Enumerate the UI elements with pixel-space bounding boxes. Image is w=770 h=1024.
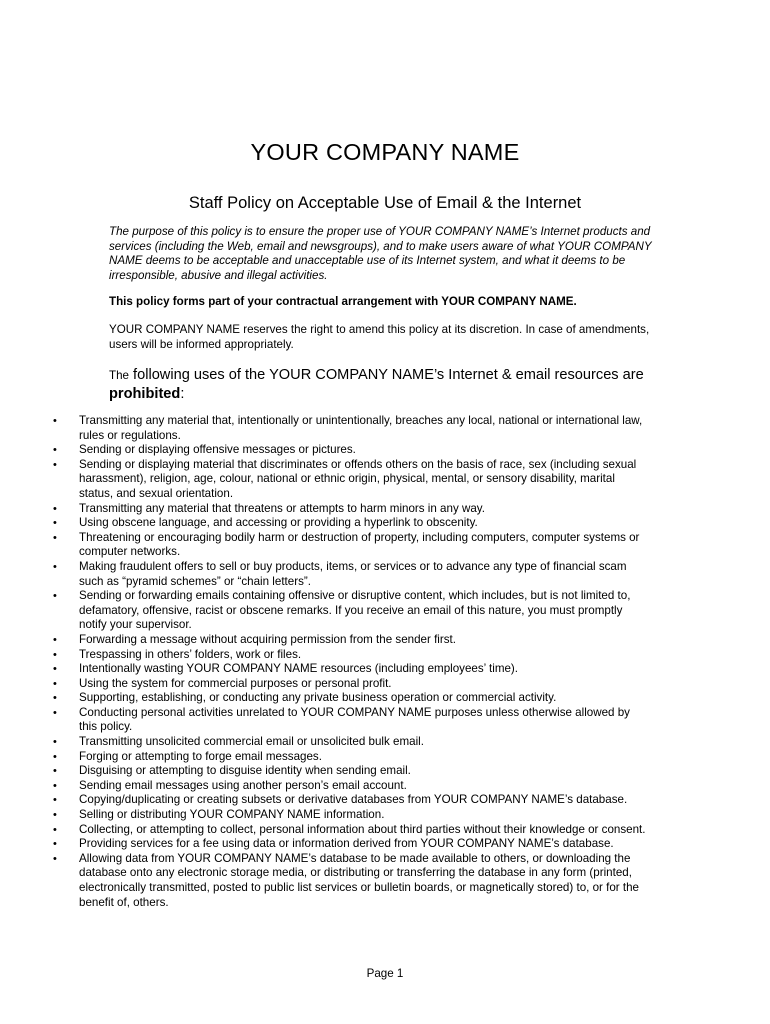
list-item-text: Allowing data from YOUR COMPANY NAME’s database to be made available to others, or downloading the database onto any electronic storage media, or distributing or transferring the database in any form (printed, electronically transmitted, posted to public list services or bulletin boards, or magnetically stored) to, or for the benefit of, others. [79,851,639,909]
heading-tail: : [180,386,185,402]
bullet-icon: • [53,502,57,515]
list-item [0,531,650,560]
heading-lead: The [109,369,129,382]
list-item-text: Threatening or encouraging bodily harm or destruction of property, including computers, computer systems or computer networks. [79,530,640,559]
list-item-text: Selling or distributing YOUR COMPANY NAME information. [79,808,385,822]
list-item [0,589,650,633]
list-item [0,677,650,692]
list-item [0,516,650,531]
company-name-title: YOUR COMPANY NAME [250,139,520,165]
list-item-text: Collecting, or attempting to collect, personal information about third parties without their knowledge or consent. [79,822,646,836]
list-item [0,502,650,517]
list-item [0,648,650,663]
bullet-icon: • [53,415,57,427]
list-item-text: Transmitting any material that, intentionally or unintentionally, breaches any local, national or international law, rules or regulations. [79,414,643,442]
list-item-text: Providing services for a fee using data or information derived from YOUR COMPANY NAME’s database. [79,837,614,851]
list-item [0,706,650,735]
bullet-icon: • [53,838,57,851]
list-item [0,560,650,589]
list-item [0,823,650,838]
bullet-icon: • [53,765,57,778]
list-item [0,662,650,677]
list-item-text: Sending email messages using another person’s email account. [79,778,407,792]
bullet-icon: • [53,852,57,865]
list-item [0,691,650,706]
list-item-text: Intentionally wasting YOUR COMPANY NAME resources (including employees’ time). [79,662,519,676]
list-item-text: Forging or attempting to forge email messages. [79,749,322,763]
prohibited-uses-list [0,414,770,910]
bullet-icon: • [53,458,57,471]
bullet-icon: • [53,560,57,573]
list-item [0,633,650,648]
list-item [0,764,650,779]
list-item-text: Using the system for commercial purposes or personal profit. [79,676,392,690]
bullet-icon: • [53,692,57,705]
list-item-text: Transmitting unsolicited commercial email or unsolicited bulk email. [79,735,424,749]
policy-title: Staff Policy on Acceptable Use of Email & the Internet [188,194,582,212]
list-item-text: Sending or displaying material that discriminates or offends others on the basis of race, sex (including sexual harassment), religion, age, colour, national or ethnic origin, physical, mental, or sensory disability, marital status, and sexual orientation. [79,457,637,500]
list-item [0,852,650,910]
contract-statement: This policy forms part of your contractual arrangement with YOUR COMPANY NAME. [109,295,577,308]
prohibited-uses-heading [109,366,689,403]
page-number: Page 1 [366,967,404,980]
list-item-text: Using obscene language, and accessing or providing a hyperlink to obscenity. [79,516,478,530]
list-item [0,793,650,808]
bullet-icon: • [53,590,57,603]
bullet-icon: • [53,677,57,690]
heading-emphasis: prohibited [109,386,181,402]
bullet-icon: • [53,531,57,544]
list-item [0,779,650,794]
bullet-icon: • [53,736,57,749]
list-item [0,735,650,750]
bullet-icon: • [53,633,57,646]
list-item [0,750,650,765]
bullet-icon: • [53,706,57,719]
heading-middle: following uses of the YOUR COMPANY NAME’s Internet & email resources are [128,367,644,383]
list-item [0,458,650,502]
list-item-text: Copying/duplicating or creating subsets or derivative databases from YOUR COMPANY NAME’s database. [79,793,628,807]
list-item-text: Forwarding a message without acquiring permission from the sender first. [79,632,456,646]
bullet-icon: • [53,663,57,676]
policy-purpose-paragraph: The purpose of this policy is to ensure the proper use of YOUR COMPANY NAME’s Internet products and services (including the Web, email and newsgroups), and to make users aware of what YOUR COMPANY NAME deems to be acceptable and unacceptable use of its Internet system, and what it deems to be irresponsible, abusive and illegal activities. [109,225,652,282]
bullet-icon: • [53,809,57,822]
list-item-text: Transmitting any material that threatens or attempts to harm minors in any way. [79,501,485,515]
list-item [0,443,650,458]
list-item-text: Sending or forwarding emails containing offensive or disruptive content, which includes, but is not limited to, defamatory, offensive, racist or obscene remarks. If you receive an email of this nature, you must promptly notify your supervisor. [79,589,631,632]
amendment-statement: YOUR COMPANY NAME reserves the right to amend this policy at its discretion. In case of amendments, users will be informed appropriately. [109,323,650,351]
bullet-icon: • [53,794,57,807]
list-item-text: Disguising or attempting to disguise identity when sending email. [79,764,411,778]
list-item-text: Trespassing in others’ folders, work or files. [79,647,302,661]
bullet-icon: • [53,823,57,836]
bullet-icon: • [53,750,57,763]
list-item-text: Conducting personal activities unrelated to YOUR COMPANY NAME purposes unless otherwise allowed by this policy. [79,705,630,734]
list-item-text: Making fraudulent offers to sell or buy products, items, or services or to advance any type of financial scam such as “pyramid schemes” or “chain letters”. [79,559,627,588]
bullet-icon: • [53,779,57,792]
bullet-icon: • [53,444,57,457]
list-item-text: Supporting, establishing, or conducting any private business operation or commercial activity. [79,691,557,705]
bullet-icon: • [53,648,57,661]
list-item [0,414,650,443]
bullet-icon: • [53,517,57,530]
list-item-text: Sending or displaying offensive messages or pictures. [79,443,356,457]
list-item [0,808,650,823]
list-item [0,837,650,852]
